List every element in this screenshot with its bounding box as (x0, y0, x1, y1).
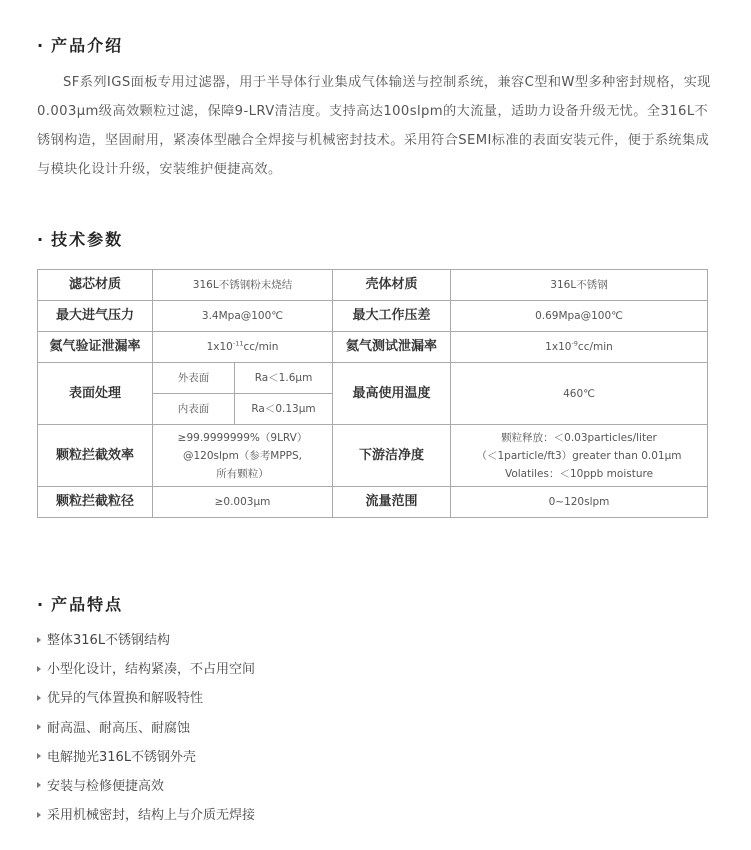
caret-right-icon (37, 812, 41, 818)
max-inlet-pressure-label: 最大进气压力 (38, 301, 153, 332)
feature-text: 整体316L不锈钢结构 (47, 633, 171, 648)
feature-item (37, 684, 255, 713)
helium-leak-verify-label: 氦气验证泄漏率 (38, 332, 153, 363)
spec-row (38, 363, 708, 394)
caret-right-icon (37, 753, 41, 759)
feature-item (37, 772, 255, 801)
outer-surface-value: Ra＜1.6μm (235, 363, 333, 394)
particle-size-value: ≥0.003μm (153, 487, 333, 518)
features-section-title (37, 592, 123, 615)
feature-text: 安装与检修便捷高效 (47, 778, 165, 794)
feature-item (37, 655, 255, 684)
cleanliness-label: 下游洁净度 (333, 425, 451, 487)
features-title-text: 产品特点 (51, 595, 124, 614)
filter-material-label: 滤芯材质 (38, 270, 153, 301)
max-working-dp-label: 最大工作压差 (333, 301, 451, 332)
specs-section-title (37, 227, 123, 250)
helium-leak-test-exp: -9 (571, 339, 578, 348)
inner-surface-label: 内表面 (153, 394, 235, 425)
caret-right-icon (37, 724, 41, 730)
helium-leak-verify-exp: -11 (232, 339, 244, 348)
bullet-dot-icon: · (37, 595, 46, 614)
spec-row (38, 301, 708, 332)
filter-material-value: 316L不锈钢粉末烧结 (153, 270, 333, 301)
helium-leak-verify-prefix: 1x10 (206, 341, 233, 353)
spec-row (38, 425, 708, 487)
inner-surface-value: Ra＜0.13μm (235, 394, 333, 425)
feature-item (37, 801, 255, 830)
spec-row (38, 487, 708, 518)
outer-surface-label: 外表面 (153, 363, 235, 394)
shell-material-value: 316L不锈钢 (451, 270, 708, 301)
retention-label: 颗粒拦截效率 (38, 425, 153, 487)
feature-item (37, 743, 255, 772)
max-working-dp-value: 0.69Mpa@100℃ (451, 301, 708, 332)
spec-row (38, 332, 708, 363)
feature-text: 优异的气体置换和解吸特性 (47, 691, 204, 707)
intro-paragraph: SF系列IGS面板专用过滤器，用于半导体行业集成气体输送与控制系统，兼容C型和W型多种密封规格，实现0.003μm级高效颗粒过滤，保障9-LRV清洁度。支持高达100slpm的大流量，适助力设备升级无忧。全316L不锈钢构造，坚固耐用，紧凑体型融合全焊接与机械密封技术。采用符合SEMI标准的表面安装元件，便于系统集成与模块化设计升级，安装维护便捷高效。 (37, 75, 711, 177)
retention-value (153, 425, 333, 487)
bullet-dot-icon: · (37, 36, 46, 55)
bullet-dot-icon: · (37, 230, 46, 249)
feature-text: 电解抛光316L不锈钢外壳 (47, 749, 197, 765)
caret-right-icon (37, 695, 41, 701)
retention-line: @120slpm（参考MPPS, (182, 449, 303, 462)
intro-title-text: 产品介绍 (51, 36, 124, 55)
feature-text: 小型化设计，结构紧凑，不占用空间 (47, 662, 256, 678)
feature-item (37, 714, 255, 743)
helium-leak-test-suffix: cc/min (577, 341, 613, 353)
cleanliness-line: Volatiles：＜10ppb moisture (504, 467, 654, 480)
flow-range-value: 0~120slpm (451, 487, 708, 518)
feature-item (37, 626, 255, 655)
helium-leak-test-label: 氦气测试泄漏率 (333, 332, 451, 363)
helium-leak-verify-suffix: cc/min (243, 341, 279, 353)
features-list (37, 626, 255, 830)
spec-row (38, 270, 708, 301)
caret-right-icon (37, 666, 41, 672)
intro-section-title (37, 33, 123, 56)
specs-title-text: 技术参数 (51, 230, 124, 249)
cleanliness-line: 颗粒释放：＜0.03particles/liter (501, 431, 657, 444)
max-temp-label: 最高使用温度 (333, 363, 451, 425)
caret-right-icon (37, 637, 41, 643)
max-inlet-pressure-value: 3.4Mpa@100℃ (153, 301, 333, 332)
cleanliness-line: （＜1particle/ft3）greater than 0.01μm (476, 449, 682, 462)
feature-text: 耐高温、耐高压、耐腐蚀 (47, 720, 191, 736)
helium-leak-test-value (451, 332, 708, 363)
max-temp-value: 460℃ (451, 363, 708, 425)
particle-size-label: 颗粒拦截粒径 (38, 487, 153, 518)
helium-leak-test-prefix: 1x10 (545, 341, 572, 353)
flow-range-label: 流量范围 (333, 487, 451, 518)
shell-material-label: 壳体材质 (333, 270, 451, 301)
retention-line: ≥99.9999999%（9LRV） (177, 431, 308, 444)
spec-table (37, 269, 708, 518)
helium-leak-verify-value (153, 332, 333, 363)
feature-text: 采用机械密封，结构上与介质无焊接 (47, 808, 256, 824)
surface-label: 表面处理 (38, 363, 153, 425)
caret-right-icon (37, 782, 41, 788)
cleanliness-value (451, 425, 708, 487)
retention-line: 所有颗粒） (216, 467, 269, 480)
